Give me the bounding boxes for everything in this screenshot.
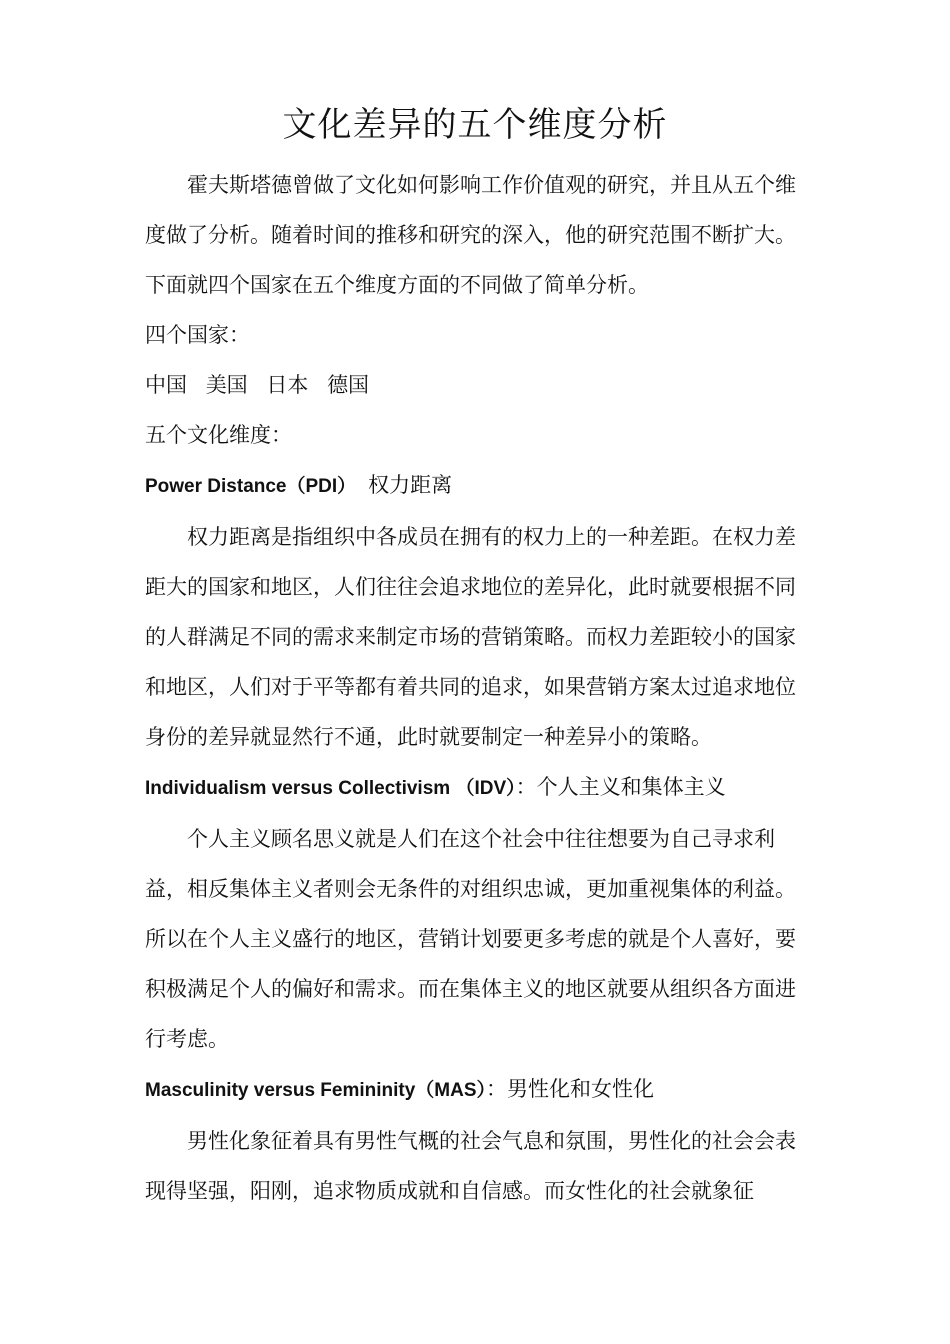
countries-list [145,360,815,410]
dimensions-label: 五个文化维度： [145,423,292,447]
country-item: 美国 [205,373,248,397]
section-heading [145,762,815,814]
section-heading-en: Masculinity versus Femininity（MAS） [145,1080,487,1101]
section-body: 个人主义顾名思义就是人们在这个社会中往往想要为自己寻求利益，相反集体主义者则会无条件的对组织忠诚，更加重视集体的利益。所以在个人主义盛行的地区，营销计划要更多考虑的就是个人喜好，要积极满足个人的偏好和需求。而在集体主义的地区就要从组织各方面进行考虑。 [145,827,796,1051]
country-item: 日本 [266,373,309,397]
countries-label: 四个国家： [145,323,250,347]
section-heading-zh: 权力距离 [368,473,453,497]
document-body [145,160,815,1216]
intro-paragraph: 霍夫斯塔德曾做了文化如何影响工作价值观的研究，并且从五个维度做了分析。随着时间的推移和研究的深入，他的研究范围不断扩大。下面就四个国家在五个维度方面的不同做了简单分析。 [145,173,796,297]
section-heading-en: Individualism versus Collectivism （IDV） [145,778,516,799]
country-item: 德国 [327,373,370,397]
section-heading [145,460,815,512]
section-heading-en: Power Distance（PDI） [145,476,357,497]
section-body: 男性化象征着具有男性气概的社会气息和氛围，男性化的社会会表现得坚强，阳刚，追求物质成就和自信感。而女性化的社会就象征 [145,1129,796,1203]
section-heading-zh: ：个人主义和集体主义 [515,775,726,799]
section-heading [145,1064,815,1116]
document-title: 文化差异的五个维度分析 [282,105,668,145]
section-heading-zh: ：男性化和女性化 [486,1077,655,1101]
section-body: 权力距离是指组织中各成员在拥有的权力上的一种差距。在权力差距大的国家和地区，人们往往会追求地位的差异化，此时就要根据不同的人群满足不同的需求来制定市场的营销策略。而权力差距较小的国家和地区，人们对于平等都有着共同的追求，如果营销方案太过追求地位身份的差异就显然行不通，此时就要制定一种差异小的策略。 [145,525,796,749]
country-item: 中国 [145,373,187,397]
